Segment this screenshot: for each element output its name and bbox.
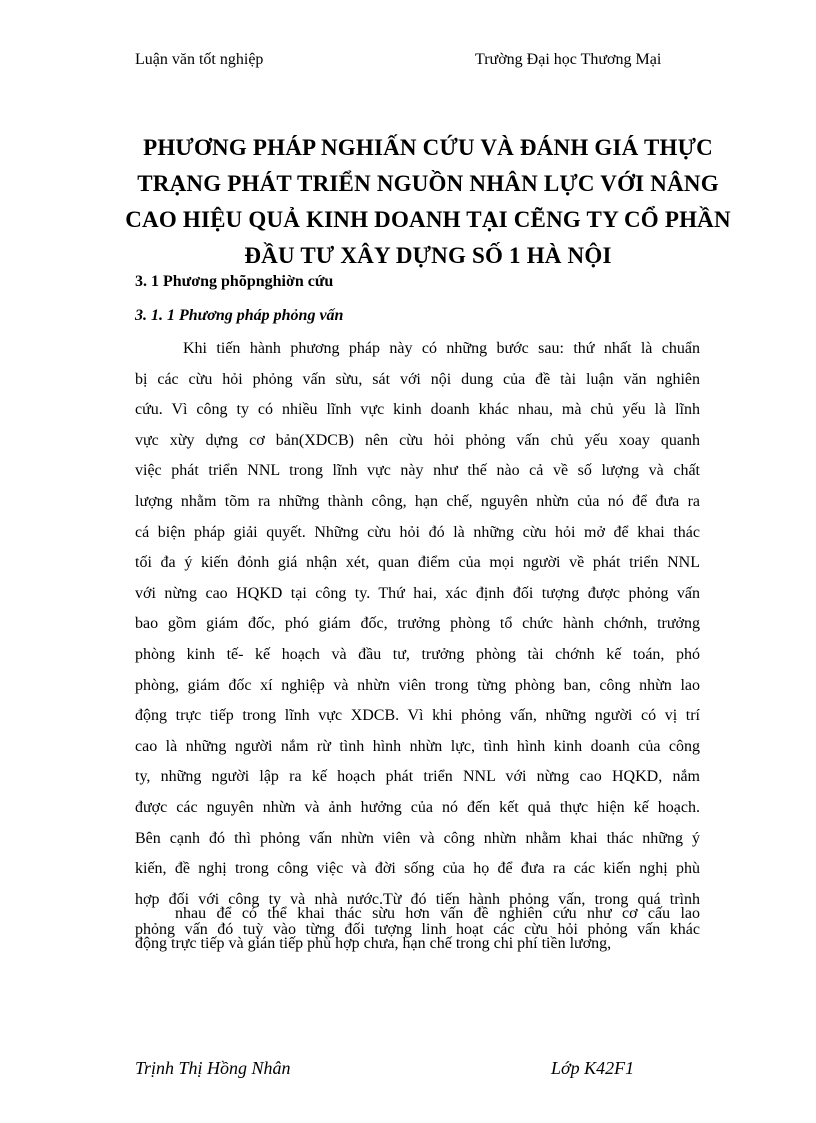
paragraph-line: hợp đối với công ty và nhà nước.Từ đó tiến hành phỏng vấn, trong quá trình xyxy=(135,890,700,908)
paragraph-line: được các nguyên nhừn và ảnh hưởng của nó đến kết quả thực hiện kế hoạch. xyxy=(135,798,700,816)
chapter-title-line: PHƯƠNG PHÁP NGHIẤN CỨU VÀ ĐÁNH GIÁ THỰC xyxy=(143,135,713,160)
paragraph-line: phòng, giám đốc xí nghiệp và nhừn viên trong từng phòng ban, công nhừn lao xyxy=(135,676,700,694)
footer-author: Trịnh Thị Hồng Nhân xyxy=(135,1058,291,1078)
paragraph-line: cứu. Vì công ty có nhiều lĩnh vực kinh doanh khác nhau, mà chủ yếu là lĩnh xyxy=(135,401,700,419)
paragraph-line: lượng nhằm tõm ra những thành công, hạn chế, nguyên nhừn của nó để đưa ra xyxy=(135,492,700,510)
paragraph-line: vực xừy dựng cơ bản(XDCB) nên cừu hỏi phỏng vấn chủ yếu xoay quanh xyxy=(135,431,700,449)
paragraph-line: kiến, đề nghị trong công việc và đời sống của họ để đưa ra các kiến nghị phù xyxy=(135,860,700,878)
chapter-title xyxy=(118,130,738,274)
paragraph-line: tối đa ý kiến đỏnh giá nhận xét, quan điểm của mọi người về phát triển NNL xyxy=(135,554,700,572)
header-university: Trường Đại học Thương Mại xyxy=(475,51,662,68)
paragraph-line: Bên cạnh đó thì phỏng vấn nhừn viên và công nhừn nhằm khai thác những ý xyxy=(135,829,700,847)
header-thesis-label: Luận văn tốt nghiệp xyxy=(135,51,264,68)
chapter-title-line: CAO HIỆU QUẢ KINH DOANH TẠI CẼNG TY CỔ PHẦN xyxy=(125,207,731,232)
paragraph xyxy=(135,334,700,946)
paragraph-line: bao gồm giám đốc, phó giám đốc, trưởng phòng tổ chức hành chớnh, trưởng xyxy=(135,615,700,633)
page-footer xyxy=(135,1058,655,1082)
paragraph-line: ty, những người lập ra kế hoạch phát triển NNL với nừng cao HQKD, nắm xyxy=(135,768,700,786)
paragraph-line: động trực tiếp trong lĩnh vực XDCB. Vì khi phỏng vấn, những người có vị trí xyxy=(135,707,700,725)
page-header xyxy=(135,51,705,73)
continuation-paragraph xyxy=(135,899,700,959)
chapter-title-line: TRẠNG PHÁT TRIỂN NGUỒN NHÂN LỰC VỚI NÂNG xyxy=(137,171,719,196)
paragraph-line: cao là những người nắm rừ tình hình nhừn lực, tình hình kinh doanh của công xyxy=(135,737,700,755)
subsection-heading: 3. 1. 1 Phương pháp phỏng vấn xyxy=(135,307,344,324)
section-heading: 3. 1 Phương phõpnghiờn cứu xyxy=(135,273,334,290)
paragraph-line: cá biện pháp giải quyết. Những cừu hỏi đó là những cừu hỏi mở để khai thác xyxy=(135,523,700,541)
paragraph-line: bị các cừu hỏi phỏng vấn sừu, sát với nội dung của đề tài luận văn nghiên xyxy=(135,370,700,388)
paragraph-line: phòng kinh tế- kế hoạch và đầu tư, trưởng phòng tài chớnh kế toán, phó xyxy=(135,645,700,663)
paragraph-line: Khi tiến hành phương pháp này có những bước sau: thứ nhất là chuẩn xyxy=(183,340,700,357)
footer-class: Lớp K42F1 xyxy=(551,1058,635,1078)
paragraph-line: với nừng cao HQKD tại công ty. Thứ hai, xác định đối tượng được phỏng vấn xyxy=(135,584,700,602)
continuation-line: động trực tiếp và gián tiếp phù hợp chưa, hạn chế trong chi phí tiền lương, xyxy=(135,935,612,952)
paragraph-line: phỏng vấn đó tuỳ vào từng đối tượng linh hoạt các cừu hỏi phỏng vấn khác xyxy=(135,921,700,939)
continuation-line: nhau để có thể khai thác sừu hơn vấn đề nghiên cứu như cơ cấu lao xyxy=(175,905,700,922)
paragraph-line: việc phát triển NNL trong lĩnh vực này như thế nào cả về số lượng và chất xyxy=(135,462,700,480)
chapter-title-line: ĐẦU TƯ XÂY DỰNG SỐ 1 HÀ NỘI xyxy=(244,243,612,268)
